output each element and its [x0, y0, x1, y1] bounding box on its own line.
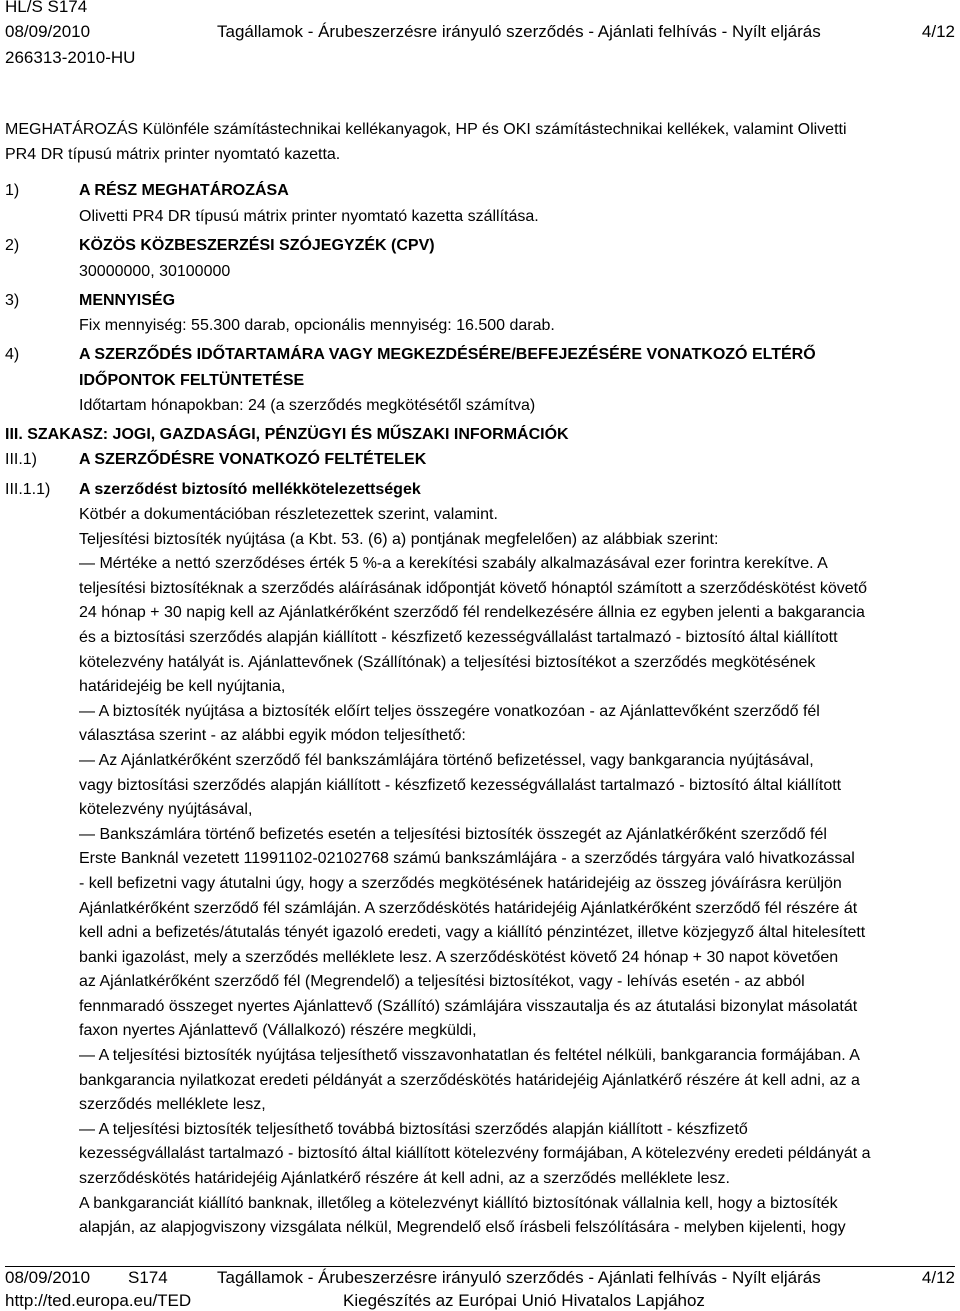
- body-line: határidejéig be kell nyújtania,: [79, 678, 286, 696]
- body-line: Erste Banknál vezetett 11991102-02102768 számú bankszámlájára - a szerződés tárgyára való hivatkozással: [79, 850, 855, 868]
- body-line: bankgarancia nyilatkozat eredeti példányát a szerződéskötés határidejéig Ajánlatkérő részére át kell adni, az a: [79, 1071, 860, 1089]
- body-line: 24 hónap + 30 napig kell az Ajánlatkérőként szerződő fél rendelkezésére állnia ez egyben jelenti a bakgarancia: [79, 604, 865, 622]
- footer-page: 4/12: [921, 1268, 955, 1287]
- body-line: — A biztosíték nyújtása a biztosíték előírt teljes összegére vonatkozóan - az Ajánlattevőként szerződő fél: [79, 702, 820, 720]
- body-line: kezességvállalást tartalmazó - biztosító által kiállított kötelezvény formájában, A kötelezvény eredeti példányát a: [79, 1145, 871, 1163]
- footer-date: 08/09/2010: [5, 1268, 91, 1287]
- item-2-number: 2): [5, 237, 20, 254]
- item-3-text: Fix mennyiség: 55.300 darab, opcionális mennyiség: 16.500 darab.: [79, 317, 555, 334]
- header-page: 4/12: [921, 22, 955, 41]
- header-ref: 266313-2010-HU: [5, 48, 136, 67]
- item-2-heading: KÖZÖS KÖZBESZERZÉSI SZÓJEGYZÉK (CPV): [79, 237, 435, 254]
- body-line: — A teljesítési biztosíték teljesíthető továbbá biztosítási szerződés alapján kiállított - készfizető: [79, 1120, 748, 1138]
- item-1-heading: A RÉSZ MEGHATÁROZÁSA: [79, 182, 289, 199]
- doc-id: HL/S S174: [5, 0, 88, 16]
- body-line: faxon nyertes Ajánlattevő (Vállalkozó) részére megküldi,: [79, 1022, 477, 1040]
- body-line: választása szerint - az alábbi egyik módon teljesíthető:: [79, 727, 466, 745]
- header-title: Tagállamok - Árubeszerzésre irányuló szerződés - Ajánlati felhívás - Nyílt eljárás: [217, 22, 821, 41]
- body-line: és a biztosítási szerződés alapján kiállított - készfizető kezességvállalást tartalmazó - biztosító által kiállított: [79, 628, 838, 646]
- body-line: szerződéskötés határidejéig Ajánlatkérő részére át kell adni, az a szerződés melléklete lesz.: [79, 1170, 730, 1188]
- body-line: — Az Ajánlatkérőként szerződő fél bankszámlájára történő befizetéssel, vagy bankgarancia nyújtásával,: [79, 751, 814, 769]
- item-3-number: 3): [5, 292, 20, 309]
- item-2-text: 30000000, 30100000: [79, 263, 231, 280]
- subsection-number: III.1): [5, 451, 38, 468]
- header-date: 08/09/2010: [5, 22, 91, 41]
- body-line: Teljesítési biztosíték nyújtása (a Kbt. 53. (6) a) pontjának megfelelően) az alábbiak szerint:: [79, 530, 719, 548]
- body-line: banki igazolást, mely a szerződés melléklete lesz. A szerződéskötést követő 24 hónap + 30 napot követően: [79, 948, 839, 966]
- item-3-heading: MENNYISÉG: [79, 292, 176, 309]
- body-line: — Mértéke a nettó szerződéses érték 5 %-a a kerekítési szabály alkalmazásával ezer forintra kerekítve. A: [79, 555, 828, 573]
- footer-publisher: Kiegészítés az Európai Unió Hivatalos Lapjához: [343, 1291, 705, 1310]
- item-4-number: 4): [5, 346, 20, 363]
- body-line: — Bankszámlára történő befizetés esetén a teljesítési biztosíték összegét az Ajánlatkérőként szerződő fél: [79, 825, 827, 843]
- body-line: alapján, az alapjogviszony vizsgálata nélkül, Megrendelő első írásbeli felszólítására - melyben kijelenti, hogy: [79, 1219, 846, 1237]
- body-line: kötelezvény nyújtásával,: [79, 801, 253, 819]
- subsubsection-title: A szerződést biztosító mellékkötelezettségek: [79, 481, 421, 498]
- footer-title: Tagállamok - Árubeszerzésre irányuló szerződés - Ajánlati felhívás - Nyílt eljárás: [217, 1268, 821, 1287]
- body-line: szerződés melléklete lesz,: [79, 1096, 266, 1114]
- section-title: III. SZAKASZ: JOGI, GAZDASÁGI, PÉNZÜGYI ÉS MŰSZAKI INFORMÁCIÓK: [5, 426, 569, 443]
- footer-url[interactable]: http://ted.europa.eu/TED: [5, 1291, 192, 1310]
- subsubsection-number: III.1.1): [5, 481, 51, 498]
- body-text: [79, 503, 955, 1241]
- item-4-text: Időtartam hónapokban: 24 (a szerződés megkötésétől számítva): [79, 397, 536, 414]
- footer-divider: [5, 1266, 955, 1267]
- body-line: - kell befizetni vagy átutalni úgy, hogy a szerződés megkötésének határidejéig az összeg jóváírásra kerüljön: [79, 874, 842, 892]
- item-1-number: 1): [5, 182, 20, 199]
- item-1-text: Olivetti PR4 DR típusú mátrix printer nyomtató kazetta szállítása.: [79, 208, 539, 225]
- body-line: — A teljesítési biztosíték nyújtása teljesíthető visszavonhatatlan és feltétel nélküli, bankgarancia formájában. A: [79, 1047, 860, 1065]
- body-line: fennmaradó összeget nyertes Ajánlattevő (Szállító) számlájára visszautalja és az átutalási bizonylat másolatát: [79, 997, 858, 1015]
- body-line: kell adni a befizetés/átutalás tényét igazoló eredeti, vagy a kiállító pénzintézet, illetve közjegyző által hitelesített: [79, 924, 866, 942]
- body-line: Ajánlatkérőként szerződő fél számláján. A szerződéskötés határidejéig Ajánlatkérőként szerződő fél részére át: [79, 899, 858, 917]
- body-line: Kötbér a dokumentációban részletezettek szerint, valamint.: [79, 506, 498, 523]
- body-line: az Ajánlatkérőként szerződő fél (Megrendelő) a teljesítési biztosítékot, vagy - lehívás esetén - az abból: [79, 973, 805, 991]
- body-line: teljesítési biztosítéknak a szerződés aláírásának időpontját követő hónaptól számított a szerződéskötést követő: [79, 579, 867, 597]
- subsection-title: A SZERZŐDÉSRE VONATKOZÓ FELTÉTELEK: [79, 451, 427, 468]
- footer-issue: S174: [128, 1268, 168, 1287]
- item-4-heading: A SZERZŐDÉS IDŐTARTAMÁRA VAGY MEGKEZDÉSÉRE/BEFEJEZÉSÉRE VONATKOZÓ ELTÉRŐ: [79, 346, 816, 363]
- body-line: vagy biztosítási szerződés alapján kiállított - készfizető kezességvállalást tartalmazó - biztosító által kiállított: [79, 776, 842, 794]
- intro-line-1: MEGHATÁROZÁS Különféle számítástechnikai kellékanyagok, HP és OKI számítástechnikai kellékek, valamint Olivetti: [5, 121, 847, 138]
- body-line: A bankgaranciát kiállító banknak, illetőleg a kötelezvényt kiállító biztosítónak vállalnia kell, hogy a biztosíték: [79, 1194, 838, 1212]
- intro-line-2: PR4 DR típusú mátrix printer nyomtató kazetta.: [5, 146, 341, 163]
- body-line: kötelezvény hatályát is. Ajánlattevőnek (Szállítónak) a teljesítési biztosítékot a szerződés megkötésének: [79, 653, 816, 671]
- item-4-heading-cont: IDŐPONTOK FELTÜNTETÉSE: [79, 372, 305, 389]
